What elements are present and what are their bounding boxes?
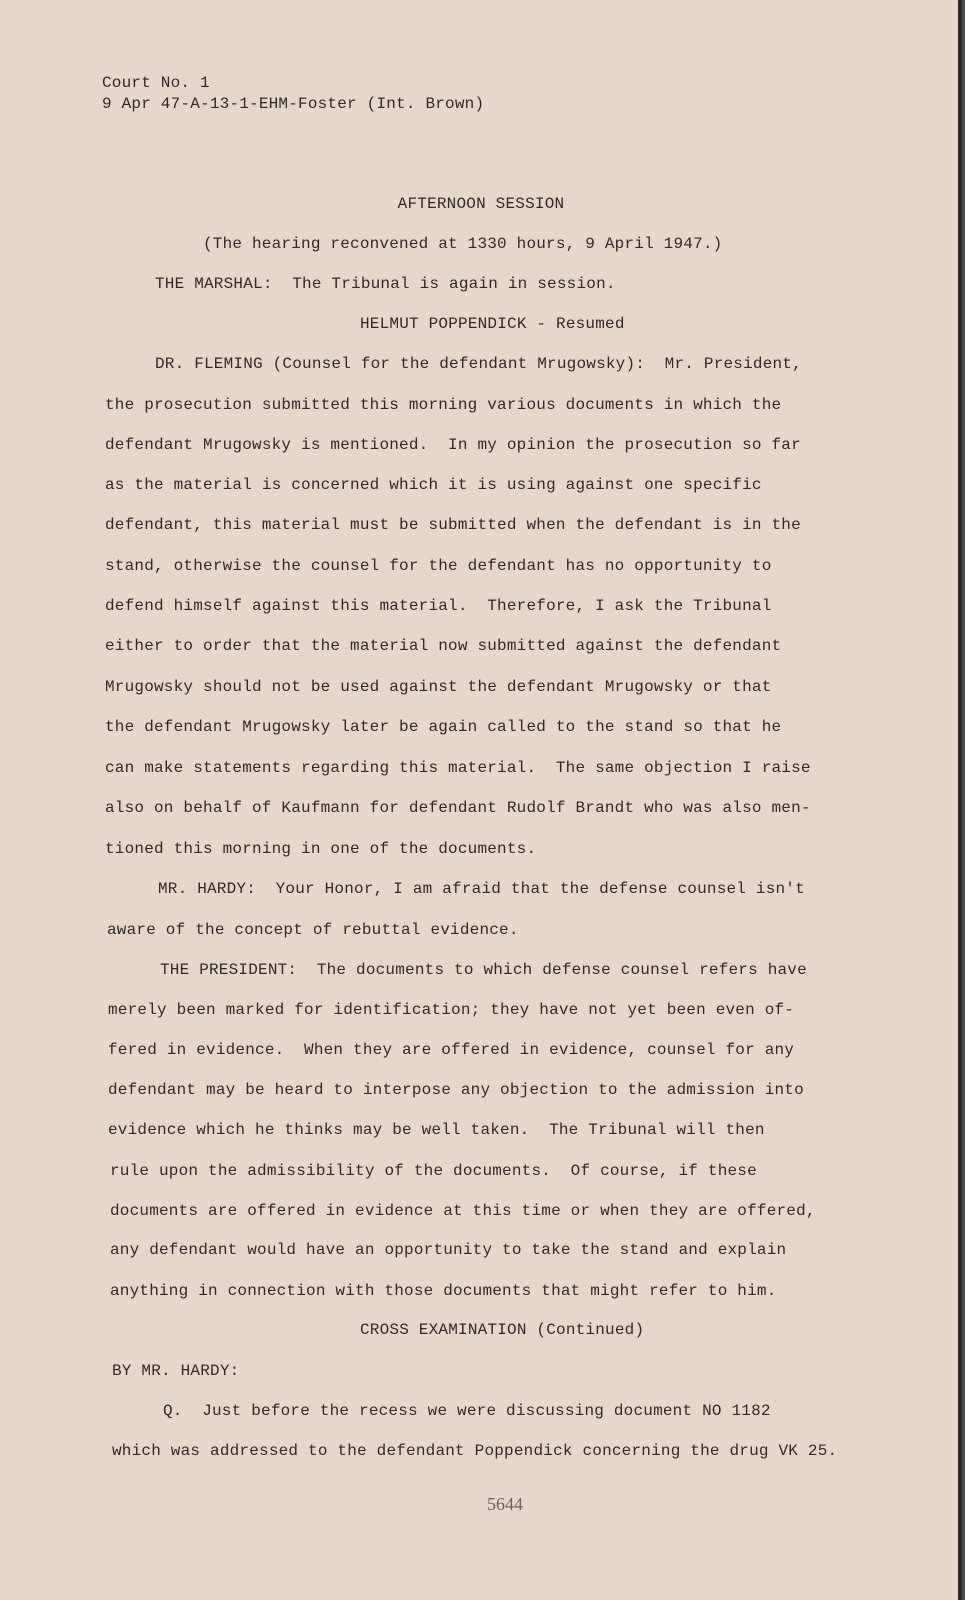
court-number: Court No. 1 bbox=[102, 74, 210, 92]
marshal-line: THE MARSHAL: The Tribunal is again in session. bbox=[155, 275, 616, 293]
paragraph-line: any defendant would have an opportunity to take the stand and explain bbox=[110, 1241, 787, 1259]
paragraph-line: can make statements regarding this material. The same objection I raise bbox=[105, 759, 811, 777]
paragraph-line: fered in evidence. When they are offered in evidence, counsel for any bbox=[108, 1041, 795, 1059]
paragraph-line: documents are offered in evidence at this time or when they are offered, bbox=[110, 1202, 816, 1220]
witness-heading: HELMUT POPPENDICK - Resumed bbox=[360, 315, 625, 333]
paragraph-line: the defendant Mrugowsky later be again called to the stand so that he bbox=[105, 718, 782, 736]
paragraph-line: also on behalf of Kaufmann for defendant Rudolf Brandt who was also men- bbox=[105, 799, 811, 817]
paragraph-line: MR. HARDY: Your Honor, I am afraid that the defense counsel isn't bbox=[158, 880, 805, 898]
paragraph-line: either to order that the material now submitted against the defendant bbox=[105, 637, 782, 655]
paragraph-line: merely been marked for identification; they have not yet been even of- bbox=[108, 1001, 795, 1019]
paragraph-line: Mrugowsky should not be used against the defendant Mrugowsky or that bbox=[105, 678, 772, 696]
paragraph-line: evidence which he thinks may be well taken. The Tribunal will then bbox=[108, 1121, 765, 1139]
examiner-line: BY MR. HARDY: bbox=[112, 1362, 240, 1380]
session-title: AFTERNOON SESSION bbox=[397, 195, 565, 213]
reconvened-note: (The hearing reconvened at 1330 hours, 9 April 1947.) bbox=[203, 235, 723, 253]
paragraph-line: anything in connection with those documents that might refer to him. bbox=[110, 1282, 777, 1300]
paragraph-line: tioned this morning in one of the documents. bbox=[105, 840, 537, 858]
paragraph-line: aware of the concept of rebuttal evidence. bbox=[107, 921, 519, 939]
paragraph-line: as the material is concerned which it is using against one specific bbox=[105, 476, 762, 494]
paragraph-line: stand, otherwise the counsel for the defendant has no opportunity to bbox=[105, 557, 772, 575]
paragraph-line: THE PRESIDENT: The documents to which defense counsel refers have bbox=[160, 961, 807, 979]
page-number: 5644 bbox=[487, 1494, 523, 1514]
paragraph-line: defend himself against this material. Therefore, I ask the Tribunal bbox=[105, 597, 772, 615]
paragraph-line: DR. FLEMING (Counsel for the defendant Mrugowsky): Mr. President, bbox=[155, 355, 802, 373]
paragraph-line: the prosecution submitted this morning various documents in which the bbox=[105, 396, 782, 414]
paragraph-line: which was addressed to the defendant Poppendick concerning the drug VK 25. bbox=[112, 1442, 838, 1460]
page-edge bbox=[958, 0, 962, 1600]
document-reference: 9 Apr 47-A-13-1-EHM-Foster (Int. Brown) bbox=[102, 95, 485, 113]
paragraph-line: defendant may be heard to interpose any objection to the admission into bbox=[108, 1081, 804, 1099]
paragraph-line: defendant Mrugowsky is mentioned. In my opinion the prosecution so far bbox=[105, 436, 801, 454]
cross-examination-heading: CROSS EXAMINATION (Continued) bbox=[360, 1321, 645, 1339]
paragraph-line: defendant, this material must be submitted when the defendant is in the bbox=[105, 516, 801, 534]
paragraph-line: rule upon the admissibility of the documents. Of course, if these bbox=[110, 1162, 757, 1180]
paragraph-line: Q. Just before the recess we were discussing document NO 1182 bbox=[163, 1402, 771, 1420]
